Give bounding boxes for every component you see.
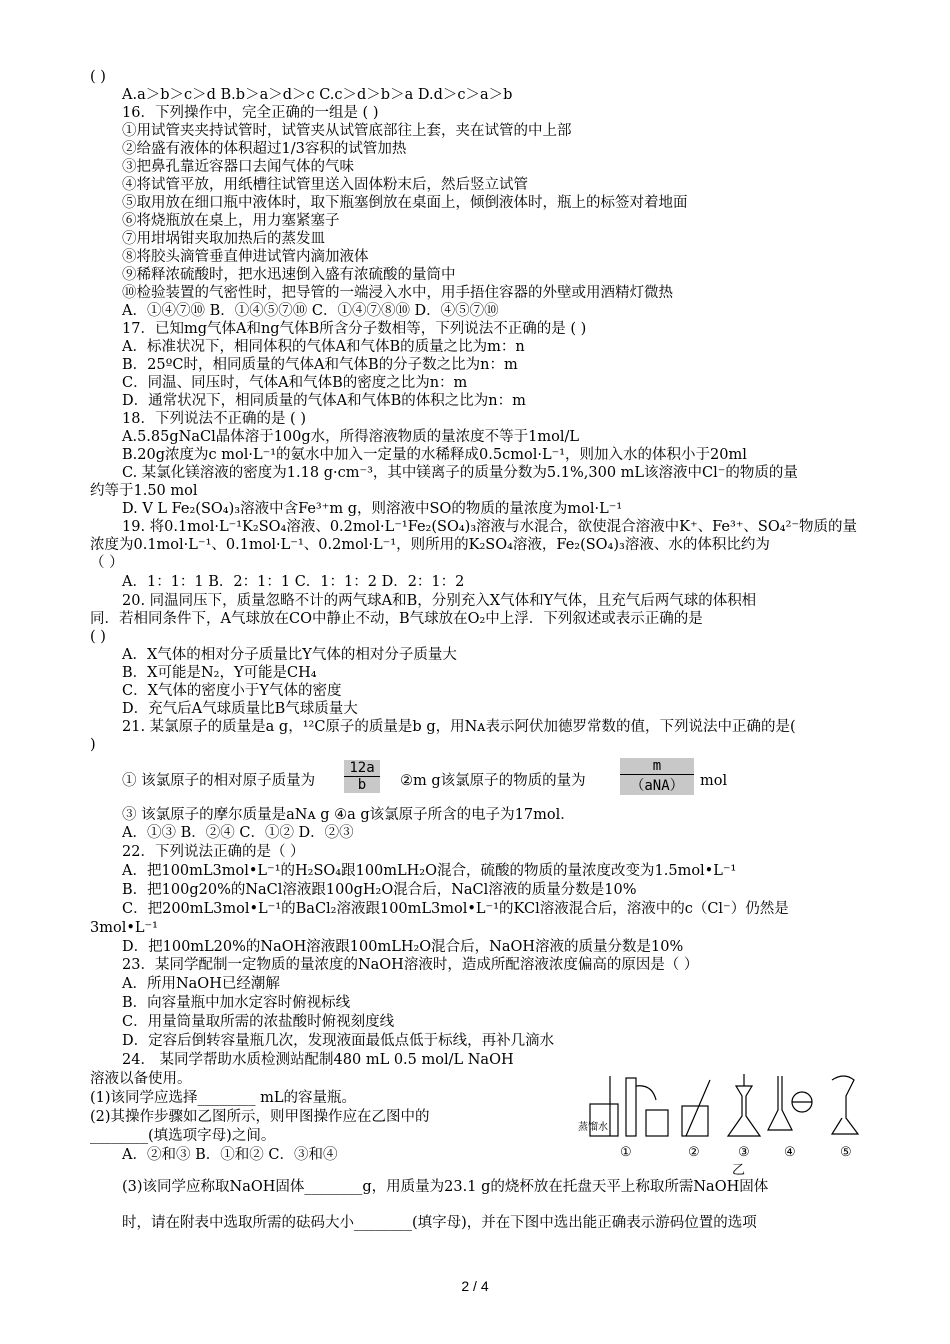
text-line: D．充气后A气球质量比B气球质量大 [122, 701, 358, 717]
text-line: 同．若相同条件下，A气球放在CO中静止不动，B气球放在O₂中上浮．下列叙述或表示正确的是 [90, 611, 703, 627]
question-16: 16．下列操作中，完全正确的一组是 ( ) [122, 105, 379, 121]
lab-figure-drawing [574, 1066, 864, 1176]
text-line: ( ) [90, 629, 106, 645]
step-label: ④ [784, 1145, 796, 1160]
text-line: 溶液以备使用。 [90, 1071, 192, 1087]
question-19: 19. 将0.1mol·L⁻¹K₂SO₄溶液、0.2mol·L⁻¹Fe₂(SO₄)₃溶液与水混合，欲使混合溶液中K⁺、Fe³⁺、SO₄²⁻物质的量 [122, 519, 858, 535]
text-line: 时，请在附表中选取所需的砝码大小________(填字母)，并在下图中选出能正确表示游码位置的选项 [122, 1215, 757, 1231]
text-line: D．把100mL20%的NaOH溶液跟100mLH₂O混合后，NaOH溶液的质量分数是10% [122, 939, 684, 955]
text-line: ①用试管夹夹持试管时，试管夹从试管底部往上套，夹在试管的中上部 [122, 123, 572, 139]
question-24: 24． 某同学帮助水质检测站配制480 mL 0.5 mol/L NaOH [122, 1052, 514, 1068]
text-line: (1)该同学应选择________ mL的容量瓶。 [90, 1090, 357, 1106]
text-line: B．X可能是N₂，Y可能是CH₄ [122, 665, 317, 681]
text-line: （ ） [90, 555, 124, 571]
text-line: B．把100g20%的NaCl溶液跟100gH₂O混合后，NaCl溶液的质量分数是10% [122, 882, 637, 898]
text-line: B．向容量瓶中加水定容时俯视标线 [122, 995, 351, 1011]
question-18: 18．下列说法不正确的是 ( ) [122, 411, 306, 427]
question-21: 21. 某氯原子的质量是a g，¹²C原子的质量是b g，用Nᴀ表示阿伏加德罗常数的值，下列说法中正确的是( [122, 719, 796, 735]
figure-caption: 乙 [732, 1163, 746, 1176]
fraction-numerator: m [620, 758, 694, 775]
text-line: A.a＞b＞c＞d B.b＞a＞d＞c C.c＞d＞b＞a D.d＞c＞a＞b [122, 87, 513, 103]
fraction-m-over-aNA [620, 758, 694, 795]
step-label: ③ [738, 1145, 750, 1160]
question-17: 17．已知mg气体A和ng气体B所含分子数相等，下列说法不正确的是 ( ) [122, 321, 587, 337]
fraction-numerator: 12a [344, 760, 380, 777]
text-line: C．用量筒量取所需的浓盐酸时俯视刻度线 [122, 1014, 395, 1030]
text-line: 浓度为0.1mol·L⁻¹、0.1mol·L⁻¹、0.2mol·L⁻¹，则所用的K₂SO₄溶液，Fe₂(SO₄)₃溶液、水的体积比约为 [90, 537, 770, 553]
text-line: A．X气体的相对分子质量比Y气体的相对分子质量大 [122, 647, 457, 663]
unit-mol: mol [700, 773, 728, 789]
fraction-12a-over-b [344, 760, 380, 793]
text-line: C．同温、同压时，气体A和气体B的密度之比为n：m [122, 375, 468, 391]
text-line: ⑧将胶头滴管垂直伸进试管内滴加液体 [122, 249, 369, 265]
question-23: 23．某同学配制一定物质的量浓度的NaOH溶液时，造成所配溶液浓度偏高的原因是（ ） [122, 957, 699, 973]
text-line: 3mol•L⁻¹ [90, 920, 158, 936]
text-line: C．把200mL3mol•L⁻¹的BaCl₂溶液跟100mL3mol•L⁻¹的KCl溶液混合后，溶液中的c（Cl⁻）仍然是 [122, 901, 789, 917]
text-line: (3)该同学应称取NaOH固体________g，用质量为23.1 g的烧杯放在托盘天平上称取所需NaOH固体 [122, 1179, 769, 1195]
text-line: ④将试管平放，用纸槽往试管里送入固体粉末后，然后竖立试管 [122, 177, 528, 193]
answer-options: A．1：1：1 B．2：1：1 C．1：1：2 D．2：1：2 [122, 574, 465, 590]
text-line: A．所用NaOH已经潮解 [122, 976, 280, 992]
text-line: ________(填选项字母)之间。 [90, 1128, 276, 1144]
page-number: 2 / 4 [461, 1278, 489, 1294]
answer-options: A．①④⑦⑩ B．①④⑤⑦⑩ C．①④⑦⑧⑩ D．④⑤⑦⑩ [122, 303, 499, 319]
q21-item-1-label: ① 该氯原子的相对原子质量为 [122, 773, 316, 789]
text-line: D. V L Fe₂(SO₄)₃溶液中含Fe³⁺m g，则溶液中SO的物质的量浓度为mol·L⁻¹ [122, 501, 623, 517]
text-line: ) [90, 737, 96, 753]
question-20: 20. 同温同压下，质量忽略不计的两气球A和B，分别充入X气体和Y气体，且充气后两气球的体积相 [122, 593, 757, 609]
step-label: ② [688, 1145, 700, 1160]
text-line: A．标准状况下，相同体积的气体A和气体B的质量之比为m：n [122, 339, 525, 355]
text-line: ②给盛有液体的体积超过1/3容积的试管加热 [122, 141, 407, 157]
answer-options: A．②和③ B．①和② C．③和④ [122, 1147, 338, 1163]
text-line: ③ 该氯原子的摩尔质量是aNᴀ g ④a g该氯原子所含的电子为17mol． [122, 807, 575, 823]
text-line: ③把鼻孔靠近容器口去闻气体的气味 [122, 159, 354, 175]
water-label: 蒸馏水 [578, 1122, 608, 1133]
step-label: ① [620, 1145, 632, 1160]
fraction-denominator: b [357, 777, 367, 793]
text-line: ⑨稀释浓硫酸时，把水迅速倒入盛有浓硫酸的量筒中 [122, 267, 456, 283]
text-line: B.20g浓度为c mol·L⁻¹的氨水中加入一定量的水稀释成0.5cmol·L⁻¹，则加入水的体积小于20ml [122, 447, 747, 463]
text-line: A．把100mL3mol•L⁻¹的H₂SO₄跟100mLH₂O混合，硫酸的物质的量浓度改变为1.5mol•L⁻¹ [122, 863, 737, 879]
text-line: ⑩检验装置的气密性时，把导管的一端浸入水中，用手捂住容器的外壁或用酒精灯微热 [122, 285, 673, 301]
text-line: C．X气体的密度小于Y气体的密度 [122, 683, 342, 699]
text-line: C. 某氯化镁溶液的密度为1.18 g·cm⁻³，其中镁离子的质量分数为5.1%,300 mL该溶液中Cl⁻的物质的量 [122, 465, 798, 481]
fraction-denominator: （aNA） [630, 778, 684, 794]
text-line: 约等于1.50 mol [90, 483, 198, 499]
lab-procedure-figure [574, 1066, 864, 1176]
q21-item-2-label: ②m g该氯原子的物质的量为 [400, 773, 586, 789]
text-line: ( ) [90, 69, 106, 85]
text-line: D．定容后倒转容量瓶几次，发现液面最低点低于标线，再补几滴水 [122, 1033, 555, 1049]
text-line: D．通常状况下，相同质量的气体A和气体B的体积之比为n：m [122, 393, 526, 409]
question-22: 22．下列说法正确的是（ ） [122, 844, 305, 860]
text-line: ⑦用坩埚钳夹取加热后的蒸发皿 [122, 231, 325, 247]
text-line: (2)其操作步骤如乙图所示，则甲图操作应在乙图中的 [90, 1109, 430, 1125]
answer-options: A．①③ B．②④ C．①② D．②③ [122, 825, 354, 841]
text-line: ⑤取用放在细口瓶中液体时，取下瓶塞倒放在桌面上，倾倒液体时，瓶上的标签对着地面 [122, 195, 688, 211]
text-line: A.5.85gNaCl晶体溶于100g水，所得溶液物质的量浓度不等于1mol/L [122, 429, 580, 445]
text-line: ⑥将烧瓶放在桌上，用力塞紧塞子 [122, 213, 340, 229]
text-line: B．25ºC时，相同质量的气体A和气体B的分子数之比为n：m [122, 357, 518, 373]
step-label: ⑤ [840, 1145, 852, 1160]
